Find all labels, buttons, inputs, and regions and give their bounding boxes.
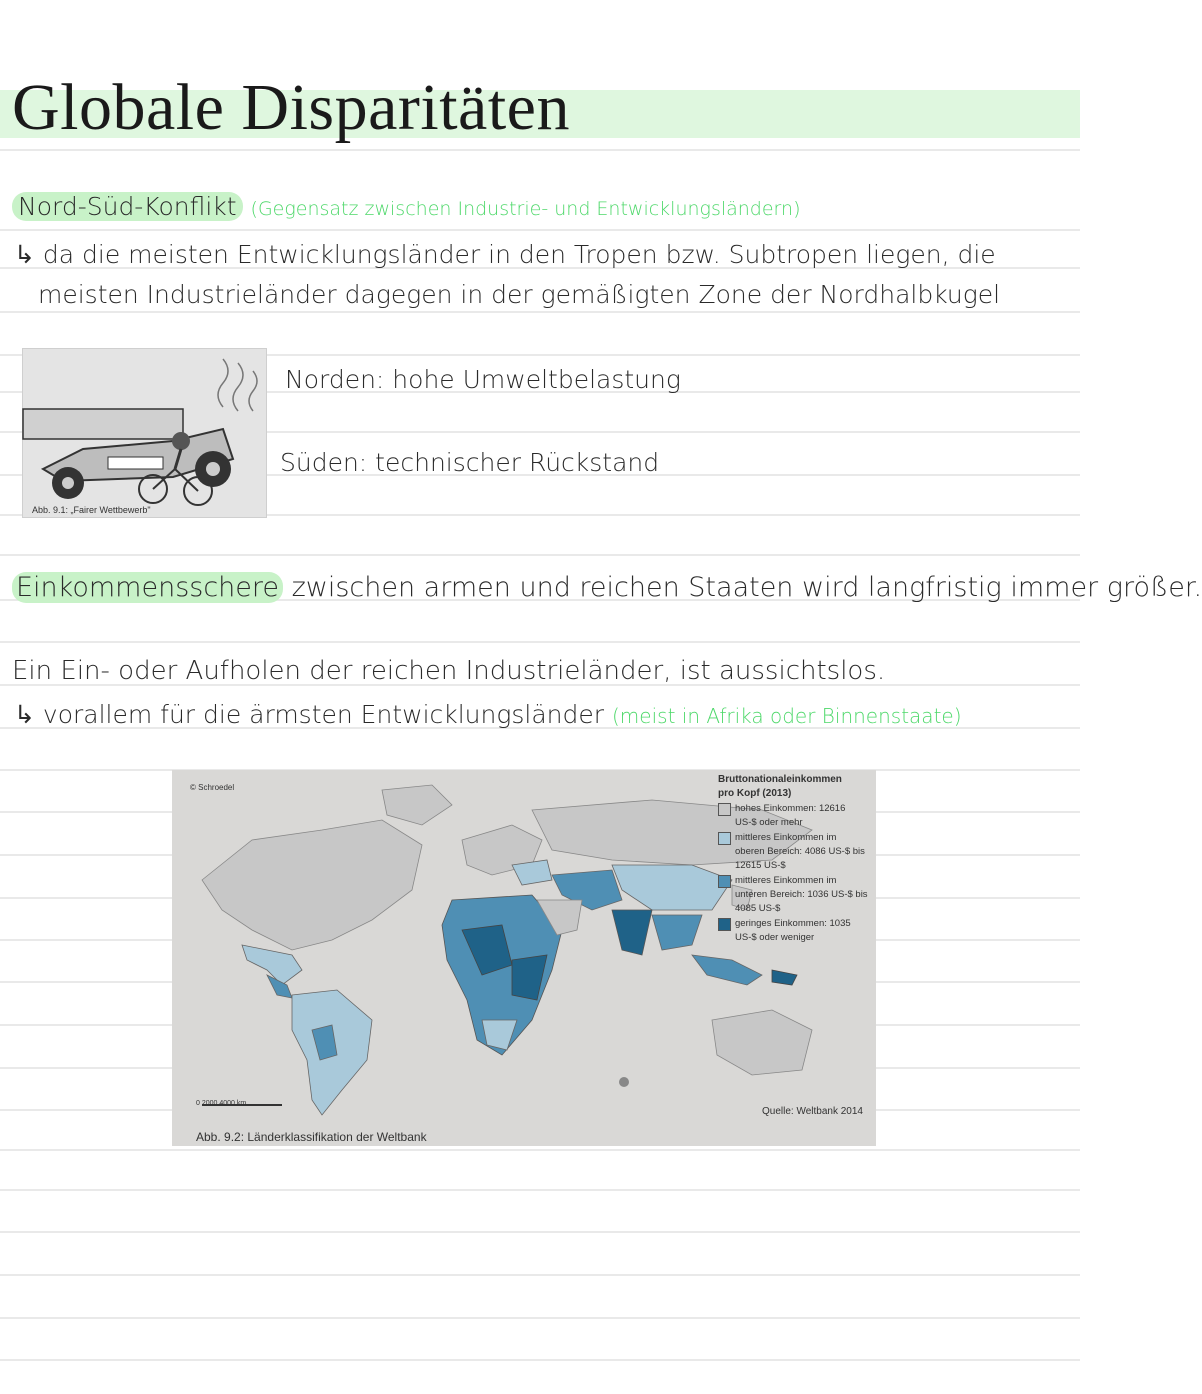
map-source: Quelle: Weltbank 2014 [762, 1106, 863, 1117]
map-legend [718, 773, 868, 945]
legend-item [718, 917, 868, 945]
poorest-line [14, 700, 962, 729]
map-scale: 0 2000 4000 km [196, 1100, 247, 1107]
legend-swatch-lower-middle [718, 875, 731, 888]
catchup-line: Ein Ein- oder Aufholen der reichen Industrieländer, ist aussichtslos. [12, 656, 886, 686]
page-title: Globale Disparitäten [12, 71, 570, 144]
legend-title: Bruttonationaleinkommen [718, 774, 842, 785]
legend-label: mittleres Einkommen im oberen Bereich: 4086 US-$ bis 12615 US-$ [735, 832, 865, 871]
south-text: Süden: technischer Rückstand [280, 448, 660, 477]
legend-label: mittleres Einkommen im unteren Bereich: 1036 US-$ bis 4085 US-$ [735, 875, 868, 914]
map-publisher: © Schroedel [190, 783, 235, 792]
legend-swatch-low [718, 918, 731, 931]
nord-sued-heading-line [12, 192, 801, 221]
nord-sued-note: (Gegensatz zwischen Industrie- und Entwicklungsländern) [250, 198, 801, 220]
explanation-line-1: ↳ da die meisten Entwicklungsländer in den Tropen bzw. Subtropen liegen, die [14, 240, 996, 269]
explanation-line-2: meisten Industrieländer dagegen in der gemäßigten Zone der Nordhalbkugel [38, 280, 1001, 309]
cartoon-caption: Abb. 9.1: „Fairer Wettbewerb" [32, 505, 151, 515]
legend-swatch-upper-middle [718, 832, 731, 845]
nord-sued-heading: Nord-Süd-Konflikt [12, 192, 243, 221]
legend-swatch-high [718, 803, 731, 816]
income-gap-line [12, 572, 1202, 603]
legend-label: hohes Einkommen: 12616 US-$ oder mehr [735, 803, 846, 828]
north-text: Norden: hohe Umweltbelastung [285, 365, 681, 394]
legend-item [718, 831, 868, 873]
map-caption: Abb. 9.2: Länderklassifikation der Weltbank [196, 1130, 427, 1144]
legend-title-2: pro Kopf (2013) [718, 788, 792, 799]
income-gap-text: zwischen armen und reichen Staaten wird langfristig immer größer. [283, 572, 1202, 603]
income-gap-highlight: Einkommensschere [12, 572, 283, 603]
poorest-note: (meist in Afrika oder Binnenstaate) [612, 704, 962, 728]
poorest-text: ↳ vorallem für die ärmsten Entwicklungsländer [14, 700, 605, 729]
legend-item [718, 874, 868, 916]
cartoon-image [22, 348, 267, 518]
legend-item [718, 802, 868, 830]
legend-label: geringes Einkommen: 1035 US-$ oder weniger [735, 918, 851, 943]
